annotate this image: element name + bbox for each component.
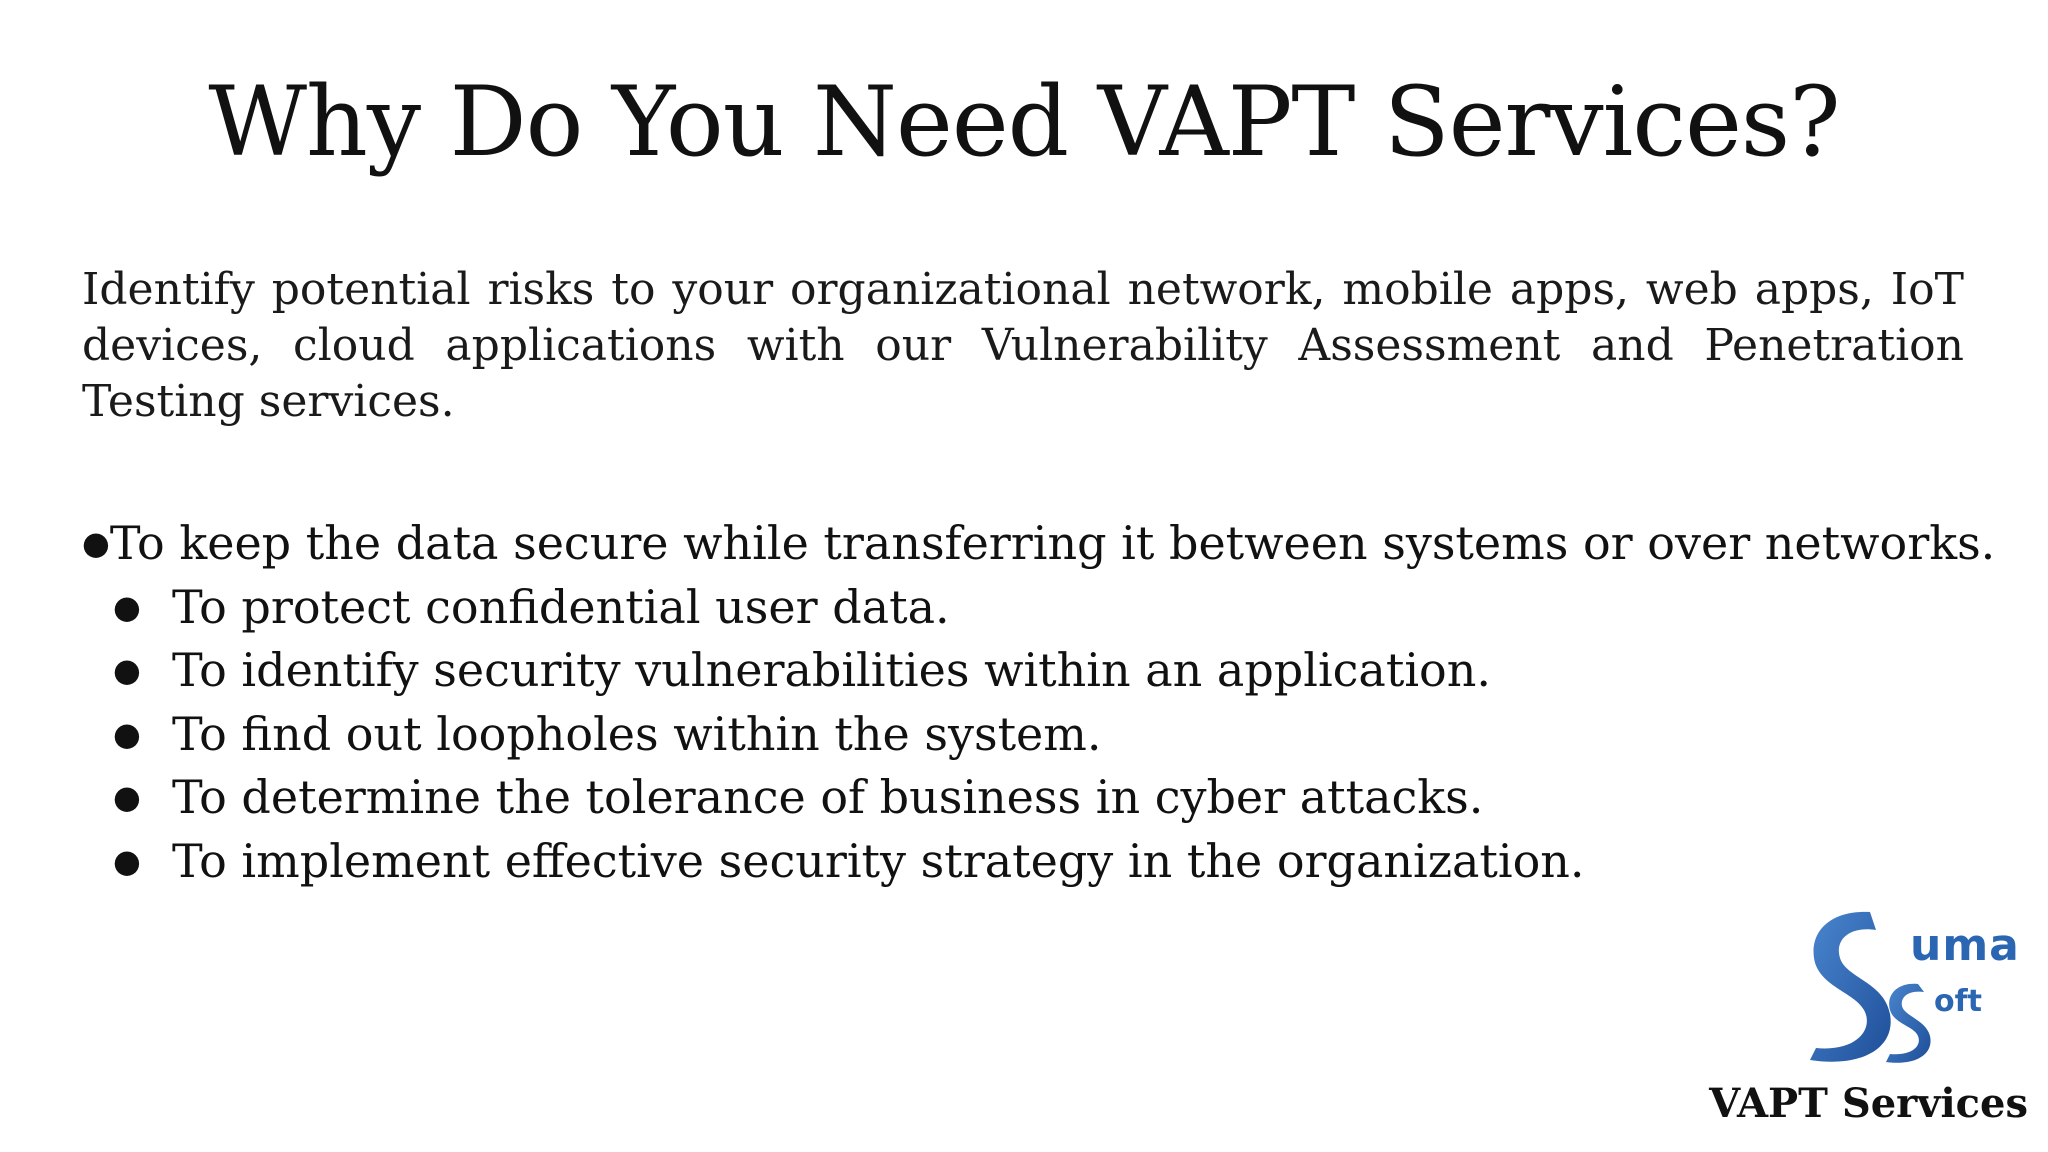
bullet-item: [82, 576, 1982, 640]
bullet-text: To identify security vulnerabilities within an application.: [172, 643, 1491, 697]
bullet-dot-icon: ●: [113, 587, 141, 626]
intro-paragraph: Identify potential risks to your organizational network, mobile apps, web apps, IoT devices, cloud applications with our Vulnerability Assessment and Penetration Testing services.: [82, 264, 1964, 427]
footer-label: VAPT Services: [1709, 1080, 2028, 1127]
suma-soft-logo: [1792, 900, 2020, 1070]
bullet-dot-icon: ●: [82, 524, 110, 562]
slide-title: Why Do You Need VAPT Services?: [208, 66, 1840, 178]
bullet-dot-icon: ●: [113, 841, 141, 880]
logo-text-bottom: oft: [1934, 984, 1983, 1019]
bullet-list: [82, 512, 1996, 893]
logo-big-s: [1810, 912, 1891, 1062]
bullet-item: [82, 703, 1982, 767]
bullet-item: [82, 766, 1982, 830]
bullet-dot-icon: ●: [113, 651, 141, 689]
bullet-item: [82, 830, 1982, 894]
bullet-dot-icon: ●: [113, 778, 141, 816]
bullet-text: To implement effective security strategy in the organization.: [172, 833, 1585, 888]
bullet-item: [82, 639, 1982, 703]
bullet-text: To find out loopholes within the system.: [172, 706, 1102, 761]
bullet-text: To protect confidential user data.: [172, 579, 950, 634]
logo-text-top: uma: [1910, 920, 2020, 971]
bullet-dot-icon: ●: [113, 714, 141, 753]
logo-small-s: [1886, 984, 1931, 1063]
bullet-text: To keep the data secure while transferring it between systems or over networks.: [109, 516, 1996, 570]
bullet-item: [82, 512, 1996, 576]
bullet-text: To determine the tolerance of business in cyber attacks.: [172, 770, 1484, 824]
